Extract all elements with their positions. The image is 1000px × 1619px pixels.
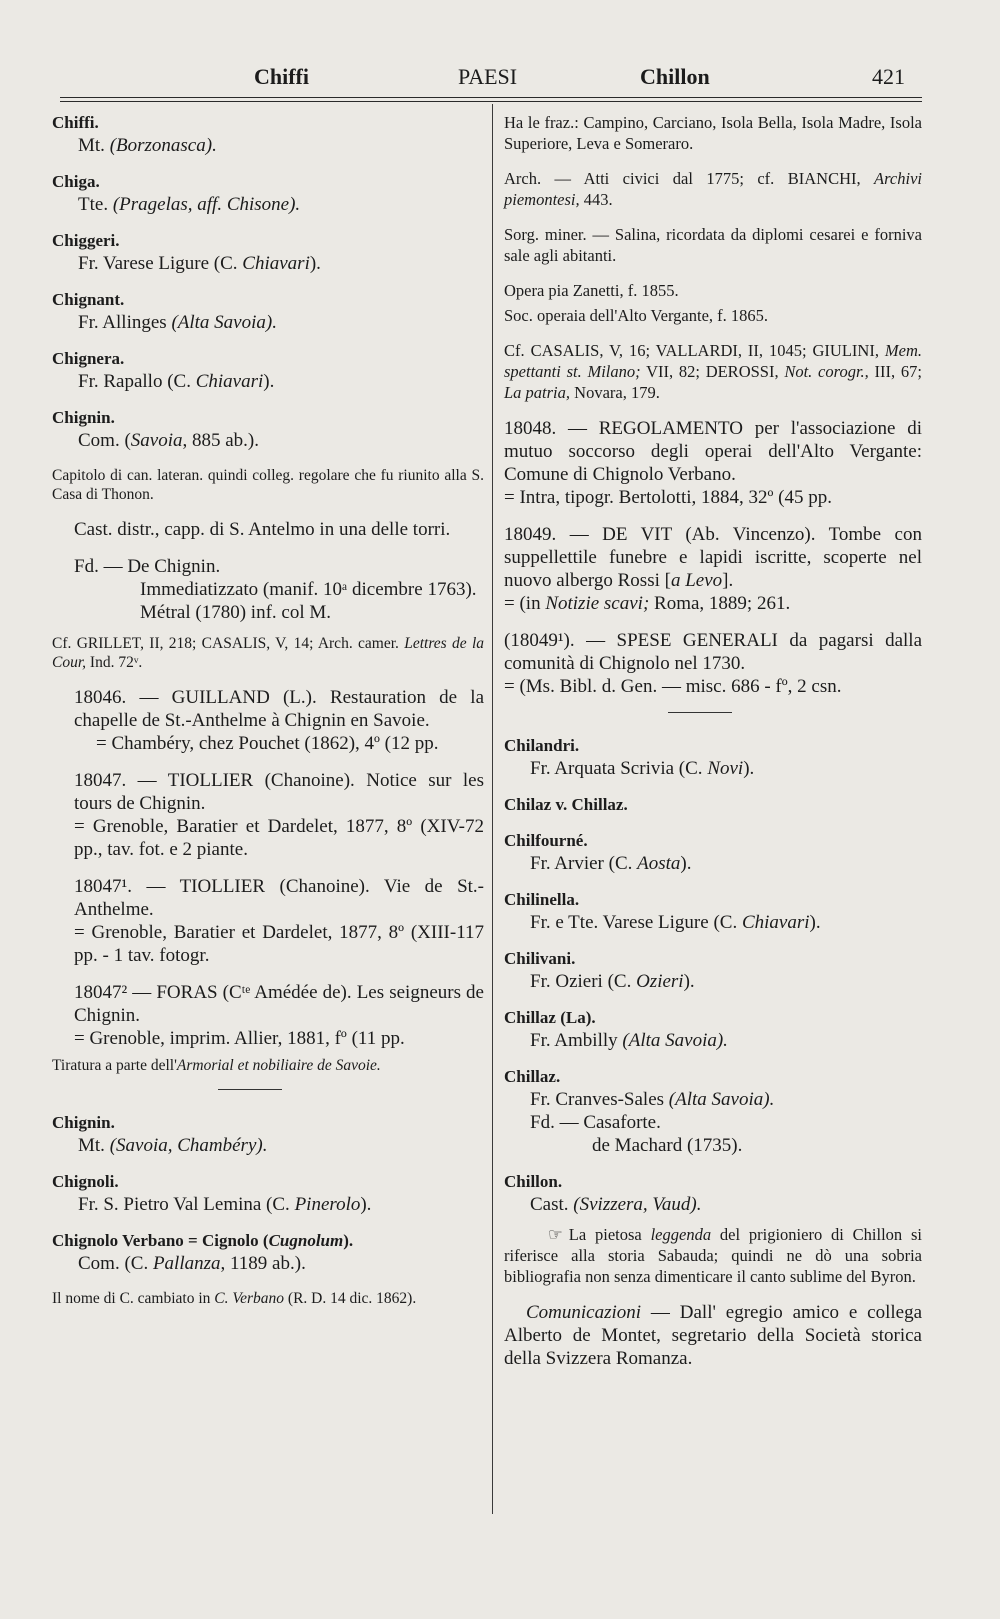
entry-type: Mt. [78,135,105,156]
entry-type: Com. (C. [78,1253,149,1274]
entry-chiggeri [52,230,484,275]
historical-note: Capitolo di can. lateran. quindi colleg. regolare che fu riunito alla S. Casa di Thonon. [52,467,484,503]
entry-type: Fr. Ambilly [530,1030,618,1051]
entry-population: , 885 ab.). [182,430,260,451]
entry-title: da pagarsi dalla comunità di Chignolo nel 1730. [504,630,922,674]
entry-location: Savoia [130,430,183,451]
chillon-note [504,1224,922,1287]
entry-location: Aosta [637,853,681,874]
bib-entry-18046 [52,686,484,755]
left-column [52,112,484,1322]
entry-chilivani [504,948,922,993]
pointing-hand-icon: ☞ [548,1225,563,1244]
fief-heading: Fd. — De Chignin. [74,556,221,577]
entry-location: (Savoia, Chambéry). [109,1135,268,1156]
entry-number: 18046. [74,687,127,708]
entry-imprint: = Grenoble, Baratier et Dardelet, 1877, 8º (XIII-117 pp. - 1 tav. fotogr. [74,922,484,966]
entry-location: Chiavari [741,912,810,933]
reference-title: La patria, [504,383,571,402]
entry-type: Fr. Ozieri (C. [530,971,632,992]
entry-line [504,1193,922,1216]
entry-location: Novi [707,758,744,779]
entry-imprint: = (Ms. Bibl. d. Gen. — misc. 686 - fº, 2 csn. [504,676,842,697]
note-text: La pietosa [568,1225,642,1244]
header-rule-bottom [60,101,922,102]
entry-line [52,429,484,452]
entry-chillon [504,1171,922,1216]
reference-title: Not. corogr., [784,362,869,381]
latin-name: Cugnolum [268,1231,344,1250]
entry-location: (Svizzera, Vaud). [573,1194,702,1215]
entry-title: Vie de St.-Anthelme. [74,876,484,920]
entry-chignin-mt [52,1112,484,1157]
entry-location: (Pragelas, aff. Chisone). [112,194,301,215]
entry-heading: Chignant. [52,290,125,309]
note-text: Arch. — Atti civici dal 1775; cf. BIANCHI, [504,169,861,188]
entry-chiga [52,171,484,216]
entry-chilaz [504,794,922,816]
entry-author: — FORAS (Cᵗᵉ Amédée de). [132,982,352,1003]
section-separator [668,712,732,713]
entry-imprint: = Grenoble, imprim. Allier, 1881, fº (11 pp. [74,1028,405,1049]
note-emphasis: leggenda [650,1225,712,1244]
entry-line [52,1134,484,1157]
entry-type: Tte. [78,194,109,215]
entry-heading: Chilaz v. Chillaz. [504,795,628,814]
spring-note: Sorg. miner. — Salina, ricordata da diplomi cesarei e forniva sale agli abitanti. [504,225,922,265]
entry-title: Restauration de la chapelle de St.-Anthelme à Chignin en Savoie. [74,687,485,731]
entry-heading: Chilandri. [504,736,580,755]
entry-imprint: Roma, 1889; 261. [654,593,791,614]
entry-line [504,1029,922,1052]
entry-heading: Chilinella. [504,890,580,909]
entry-author: — DE VIT (Ab. Vincenzo). [569,524,816,545]
entry-line [504,911,922,934]
entry-heading: Chiggeri. [52,231,120,250]
entry-type: Com. ( [78,430,131,451]
fractions-note: Ha le fraz.: Campino, Carciano, Isola Bella, Isola Madre, Isola Superiore, Leva e Someraro. [504,113,922,153]
entry-heading: Chillaz. [504,1067,561,1086]
entry-periodical: Notizie scavi; [545,593,650,614]
entry-chiffi [52,112,484,157]
entry-heading: Chillaz (La). [504,1008,596,1027]
entry-number: (18049¹). [504,630,575,651]
entry-type: Fr. Cranves-Sales [530,1089,665,1110]
entry-place: a Levo [670,570,723,591]
entry-title: Tombe con suppellettile funebre e lapidi iscritte, scoperte nel nuovo albergo Rossi [ [504,524,922,591]
entry-chignera [52,348,484,393]
entry-number: 18047¹. [74,876,132,897]
entry-chilinella [504,889,922,934]
entry-author: — SPESE GENERALI [586,630,778,651]
entry-location: (Alta Savoia). [622,1030,728,1051]
entry-chillaz [504,1066,922,1157]
entry-type: Fr. S. Pietro Val Lemina (C. [78,1194,290,1215]
entry-chillaz-la [504,1007,922,1052]
reference-title: Mem. spettanti st. Milano; [504,341,923,381]
note-title: Armorial et nobiliaire de Savoie. [176,1057,381,1074]
note-text: Tiratura a parte dell' [52,1057,177,1074]
entry-title: per l'associazione di mutuo soccorso degli operai dell'Alto Vergante: Comune di Chignolo Verbano. [504,418,922,485]
entry-title: Les seigneurs de Chignin. [74,982,484,1026]
references [52,634,484,672]
bib-entry-18049 [504,523,922,615]
note-name: C. Verbano [214,1290,285,1307]
entry-title-close: ]. [722,570,734,591]
heading-text: Chignolo Verbano = Cignolo ( [52,1231,269,1250]
entry-line [52,252,484,275]
reference-text: III, 67; [874,362,922,381]
running-head-left: Chiffi [254,64,309,89]
entry-close: ). [360,1194,372,1215]
entry-type: Fr. Rapallo (C. [78,371,191,392]
entry-close: ). [683,971,695,992]
header-rule-top [60,97,922,98]
entry-location: (Alta Savoia). [668,1089,775,1110]
entry-number: 18047² [74,982,128,1003]
entry-author: — REGOLAMENTO [568,418,743,439]
entry-imprint: = Intra, tipogr. Bertolotti, 1884, 32º (45 pp. [504,487,832,508]
entry-line [504,852,922,875]
entry-chignin [52,407,484,452]
fief-heading: Fd. — Casaforte. [530,1112,661,1133]
bib-entry-18047-1 [52,875,484,967]
entry-close: ). [743,758,755,779]
entry-chilfourne [504,830,922,875]
entry-number: 18047. [74,770,127,791]
bib-entry-18047 [52,769,484,861]
heading-close: ). [343,1231,354,1250]
reference-text: Cf. GRILLET, II, 218; CASALIS, V, 14; Arch. camer. [52,635,399,652]
page-number: 421 [872,64,905,89]
entry-heading: Chilivani. [504,949,576,968]
note-text: — Dall' egregio amico e collega Alberto de Montet, segretario della Società storica della Svizzera Romanza. [504,1302,923,1369]
archive-note [504,168,922,210]
entry-type: Fr. e Tte. Varese Ligure (C. [530,912,738,933]
entry-population: , 1189 ab.). [220,1253,306,1274]
entry-location: Pinerolo [294,1194,361,1215]
note-text: Il nome di C. cambiato in [52,1290,211,1307]
fief-detail: Immediatizzato (manif. 10ᵃ dicembre 1763). [140,579,477,600]
entry-chignoli [52,1171,484,1216]
entry-line [504,970,922,993]
entry-author: — TIOLLIER (Chanoine). [137,770,355,791]
entry-chilandri [504,735,922,780]
entry-location: Pallanza [152,1253,221,1274]
entry-chignant [52,289,484,334]
communication-note [504,1301,922,1370]
charity-note: Opera pia Zanetti, f. 1855. [504,281,679,300]
society-note: Soc. operaia dell'Alto Vergante, f. 1865. [504,306,769,325]
reference-text: Cf. CASALIS, V, 16; VALLARDI, II, 1045; GIULINI, [504,341,879,360]
running-head-right: Chillon [640,64,710,89]
entry-line [52,1252,484,1275]
reference-text: Novara, 179. [574,383,660,402]
entry-title: Notice sur les tours de Chignin. [74,770,484,814]
entry-line [504,1088,922,1111]
reference-text: Ind. 72ᵛ. [89,654,143,671]
castle-note: Cast. distr., capp. di S. Antelmo in una delle torri. [74,519,451,540]
entry-line [52,1193,484,1216]
entry-imprint: = Chambéry, chez Pouchet (1862), 4º (12 pp. [96,733,439,754]
offprint-note [52,1056,484,1075]
reference-title: Lettres de la Cour, [52,635,485,671]
note-title: Archivi piemontesi, [504,169,922,209]
entry-type: Cast. [530,1194,569,1215]
entry-heading: Chignoli. [52,1172,119,1191]
name-change-note [52,1289,484,1308]
entry-chignolo-verbano [52,1230,484,1275]
entry-close: ). [680,853,692,874]
entry-close: ). [263,371,275,392]
entry-author: — TIOLLIER (Chanoine). [146,876,370,897]
entry-location: (Borzonasca). [109,135,217,156]
entry-heading: Chillon. [504,1172,563,1191]
bib-entry-18047-2 [52,981,484,1050]
entry-heading: Chiga. [52,172,100,191]
note-emphasis: Comunicazioni [526,1302,642,1323]
entry-type: Fr. Arquata Scrivia (C. [530,758,703,779]
entry-line [52,370,484,393]
entry-close: ). [809,912,821,933]
references [504,340,922,403]
reference-text: VII, 82; DEROSSI, [646,362,779,381]
entry-location: Ozieri [636,971,684,992]
entry-heading: Chignin. [52,1113,115,1132]
column-divider [492,104,493,1514]
bib-entry-18048 [504,417,922,509]
running-head-center: PAESI [458,64,518,89]
entry-type: Fr. Arvier (C. [530,853,633,874]
entry-number: 18049. [504,524,557,545]
section-separator [218,1089,282,1090]
right-column [504,112,922,1384]
entry-type: Fr. Varese Ligure (C. [78,253,238,274]
entry-type: Fr. Allinges [78,312,167,333]
entry-number: 18048. [504,418,557,439]
note-text: 443. [583,190,613,209]
entry-line [52,193,484,216]
bib-entry-18049-1 [504,629,922,698]
entry-location: (Alta Savoia). [171,312,277,333]
note-text: (R. D. 14 dic. 1862). [287,1290,417,1307]
entry-heading: Chignin. [52,408,115,427]
entry-line [52,134,484,157]
entry-type: Mt. [78,1135,105,1156]
entry-line [52,311,484,334]
entry-location: Chiavari [242,253,310,274]
entry-imprint: = (in [504,593,541,614]
entry-imprint: = Grenoble, Baratier et Dardelet, 1877, 8º (XIV-72 pp., tav. fot. e 2 piante. [74,816,484,860]
entry-author: — GUILLAND (L.). [139,687,317,708]
entry-close: ). [309,253,321,274]
entry-line [504,757,922,780]
entry-heading [52,1230,484,1252]
entry-location: Chiavari [195,371,264,392]
fief-detail: de Machard (1735). [592,1135,743,1156]
note-text: del prigioniero di Chillon si riferisce alla storia Sabauda; quindi ne dò una sobria bibliografia non senza dimenticare il canto sublime del Byron. [504,1225,923,1286]
entry-heading: Chiffi. [52,113,99,132]
fief-detail: Métral (1780) inf. col M. [140,602,332,623]
fief-line [52,555,484,624]
entry-heading: Chignera. [52,349,125,368]
entry-heading: Chilfourné. [504,831,588,850]
